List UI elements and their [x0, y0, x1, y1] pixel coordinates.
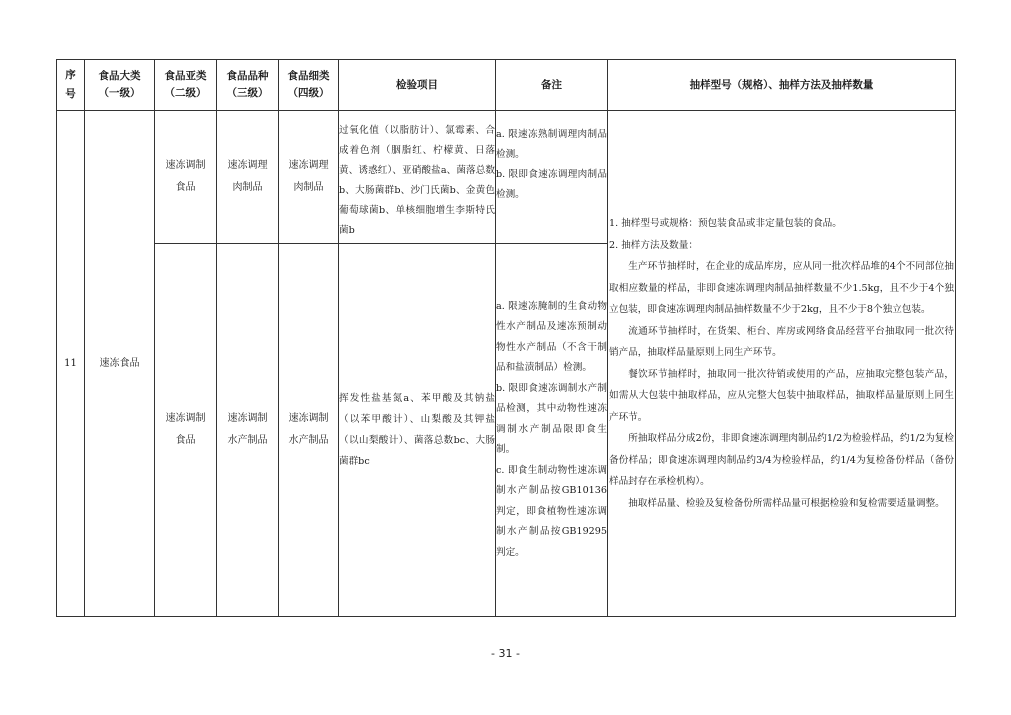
header-category3: 食品品种 （三级） — [217, 60, 279, 111]
table-row — [57, 111, 956, 244]
header-category2: 食品亚类 （二级） — [155, 60, 217, 111]
category3-cell: 速冻调理 肉制品 — [217, 111, 279, 244]
sampling-para-4: 流通环节抽样时，在货架、柜台、库房或网络食品经营平台抽取同一批次待销产品，抽取样品量原则上同生产环节。 — [609, 325, 954, 358]
header-test-items: 检验项目 — [339, 60, 496, 111]
category1-cell: 速冻食品 — [85, 111, 155, 617]
page-number: - 31 - — [491, 647, 520, 660]
header-category4: 食品细类 （四级） — [279, 60, 339, 111]
test-items-cell: 过氧化值（以脂肪计）、氯霉素、合成着色剂（胭脂红、柠檬黄、日落黄、诱惑红）、亚硝酸盐a、菌落总数b、大肠菌群b、沙门氏菌b、金黄色葡萄球菌b、单核细胞增生李斯特氏菌b — [339, 111, 496, 244]
remark-cell: a. 限速冻腌制的生食动物性水产制品及速冻预制动物性水产制品（不含干制 品和盐渍制品）检测。 b. 限即食速冻调制水产制品检测，其中动物性速冻调制水产制品限即食生制。 c. 即食生制动物性速冻调制水产制品按GB10136判定，即食植物性速冻调制水产制品按GB19295 判定。 — [496, 244, 608, 617]
category4-cell: 速冻调理 肉制品 — [279, 111, 339, 244]
sequence-number: 11 — [57, 111, 85, 617]
sampling-para-3: 生产环节抽样时，在企业的成品库房，应从同一批次样品堆的4个不同部位抽取相应数量的样品，非即食速冻调理肉制品抽样数量不少1.5kg，且不少于4个独立包装，即食速冻调理肉制品抽样数量不少于2kg，且不少于8个独立包装。 — [609, 261, 954, 315]
category2-cell: 速冻调制 食品 — [155, 111, 217, 244]
header-category1: 食品大类 （一级） — [85, 60, 155, 111]
sampling-para-5: 餐饮环节抽样时，抽取同一批次待销或使用的产品，应抽取完整包装产品，如需从大包装中抽取样品，应从完整大包装中抽取样品，抽取样品量原则上同生产环节。 — [609, 368, 954, 423]
remark-cell: a. 限速冻熟制调理肉制品检测。 b. 限即食速冻调理肉制品检测。 — [496, 111, 608, 244]
header-row — [57, 60, 956, 111]
sampling-para-2: 2. 抽样方法及数量： — [609, 239, 698, 251]
header-seq: 序号 — [57, 60, 85, 111]
sampling-para-1: 1. 抽样型号或规格：预包装食品或非定量包装的食品。 — [609, 218, 842, 229]
header-sampling: 抽样型号（规格）、抽样方法及抽样数量 — [608, 60, 956, 111]
sampling-para-6: 所抽取样品分成2份，非即食速冻调理肉制品约1/2为检验样品，约1/2为复检备份样品；即食速冻调理肉制品约3/4为检验样品，约1/4为复检备份样品（备份样品封存在承检机构）。 — [609, 433, 954, 487]
sampling-method-cell — [608, 111, 956, 617]
test-items-cell: 挥发性盐基氮a、苯甲酸及其钠盐（以苯甲酸计）、山梨酸及其钾盐（以山梨酸计）、菌落总数bc、大肠菌群bc — [339, 244, 496, 617]
category4-cell: 速冻调制 水产制品 — [279, 244, 339, 617]
category3-cell: 速冻调制 水产制品 — [217, 244, 279, 617]
category2-cell: 速冻调制 食品 — [155, 244, 217, 617]
header-remark: 备注 — [496, 60, 608, 111]
sampling-table — [56, 59, 956, 617]
sampling-para-7: 抽取样品量、检验及复检备份所需样品量可根据检验和复检需要适量调整。 — [628, 497, 945, 509]
